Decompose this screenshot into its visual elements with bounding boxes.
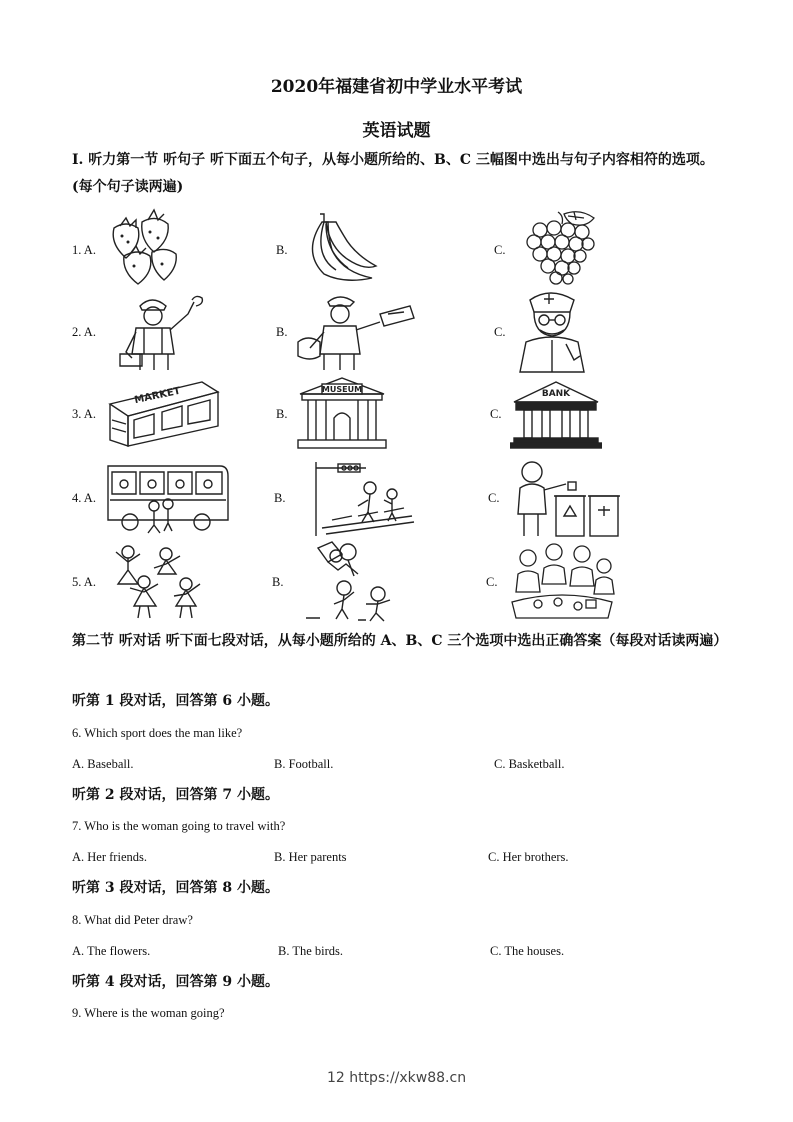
- bus-picture[interactable]: [102, 460, 232, 534]
- market-sign: MARKET: [133, 385, 182, 407]
- option-label-1b: B.: [276, 243, 288, 257]
- picnic-picture[interactable]: [508, 540, 618, 620]
- option-label-1c: C.: [494, 243, 506, 257]
- recycling-picture[interactable]: [506, 458, 624, 538]
- grapes-picture[interactable]: [518, 208, 602, 288]
- option-label-2c: C.: [494, 325, 506, 339]
- option-label-4c: C.: [488, 491, 500, 505]
- option-label-2a: 2. A.: [72, 325, 96, 339]
- question-8-option-c[interactable]: C. The houses.: [490, 944, 565, 958]
- question-7-option-c[interactable]: C. Her brothers.: [488, 850, 569, 864]
- option-label-3b: B.: [276, 407, 288, 421]
- kite-picture[interactable]: [296, 540, 408, 622]
- option-label-4a: 4. A.: [72, 491, 96, 505]
- option-label-5c: C.: [486, 575, 498, 589]
- bank-sign: BANK: [541, 389, 571, 399]
- doctor-picture[interactable]: [516, 290, 590, 374]
- option-label-3c: C.: [490, 407, 502, 421]
- option-label-1a: 1. A.: [72, 243, 96, 257]
- museum-sign: MUSEUM: [321, 385, 363, 394]
- question-8: 8. What did Peter draw?: [72, 913, 193, 927]
- option-label-5b: B.: [272, 575, 284, 589]
- crossing-picture[interactable]: [302, 458, 416, 536]
- dialogue-1-heading: 听第 1 段对话，回答第 6 小题。: [72, 693, 279, 709]
- question-8-option-a[interactable]: A. The flowers.: [72, 944, 151, 958]
- dialogue-2-heading: 听第 2 段对话，回答第 7 小题。: [72, 787, 279, 803]
- page-subtitle: 英语试题: [362, 121, 431, 141]
- dialogue-3-heading: 听第 3 段对话，回答第 8 小题。: [72, 880, 279, 896]
- strawberries-picture[interactable]: [104, 208, 188, 286]
- dancing-picture[interactable]: [104, 542, 210, 620]
- dialogue-4-heading: 听第 4 段对话，回答第 9 小题。: [72, 974, 279, 990]
- question-9: 9. Where is the woman going?: [72, 1006, 225, 1020]
- question-7-option-b[interactable]: B. Her parents: [274, 850, 347, 864]
- bananas-picture[interactable]: [300, 210, 380, 284]
- question-6-option-b[interactable]: B. Football.: [274, 757, 334, 771]
- question-6: 6. Which sport does the man like?: [72, 726, 243, 740]
- bank-picture[interactable]: [510, 380, 602, 450]
- footer-watermark: 12 https://xkw88.cn: [326, 1070, 467, 1086]
- market-picture[interactable]: [100, 376, 222, 448]
- postman-picture[interactable]: [290, 292, 416, 372]
- section-2-instruction: 第二节 听对话 听下面七段对话，从每小题所给的 A、B、C 三个选项中选出正确答案（每段对话读两遍）: [72, 633, 728, 649]
- question-7: 7. Who is the woman going to travel with?: [72, 819, 286, 833]
- question-7-option-a[interactable]: A. Her friends.: [72, 850, 147, 864]
- option-label-4b: B.: [274, 491, 286, 505]
- question-6-option-a[interactable]: A. Baseball.: [72, 757, 134, 771]
- question-6-option-c[interactable]: C. Basketball.: [494, 757, 565, 771]
- option-label-3a: 3. A.: [72, 407, 96, 421]
- question-8-option-b[interactable]: B. The birds.: [278, 944, 344, 958]
- option-label-5a: 5. A.: [72, 575, 96, 589]
- worker-picture[interactable]: [110, 292, 216, 372]
- section-1-instruction: Ⅰ. 听力第一节 听句子 听下面五个句子，从每小题所给的、B、C 三幅图中选出与句子内容相符的选项。(每个句子读两遍): [72, 152, 714, 195]
- museum-picture[interactable]: [296, 376, 388, 450]
- option-label-2b: B.: [276, 325, 288, 339]
- page-title: 2020年福建省初中学业水平考试: [270, 77, 523, 97]
